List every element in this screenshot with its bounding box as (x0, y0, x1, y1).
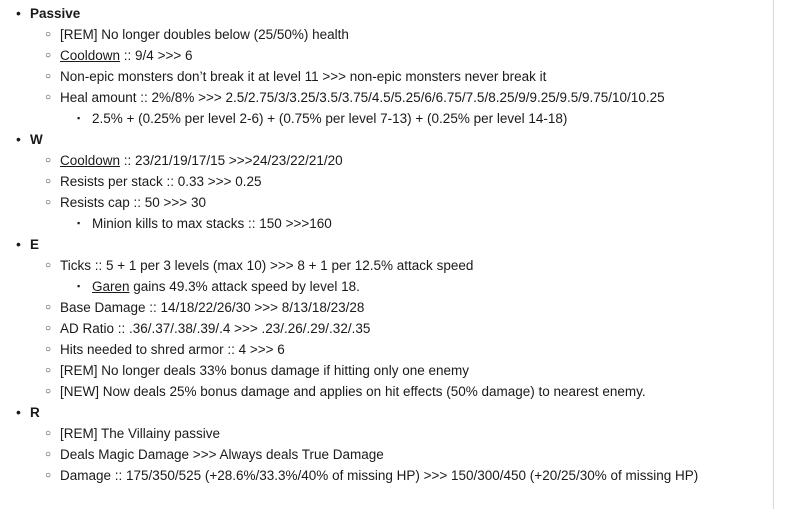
ability-section (0, 235, 797, 402)
disc-bullet-icon: • (16, 404, 21, 420)
detail-item (60, 213, 797, 234)
ability-label: E (30, 237, 40, 252)
circle-bullet-icon: ○ (45, 428, 52, 439)
change-text: Hits needed to shred armor :: 4 >>> 6 (60, 342, 285, 357)
circle-bullet-icon: ○ (45, 50, 52, 61)
circle-bullet-icon: ○ (45, 365, 52, 376)
disc-bullet-icon: • (16, 5, 21, 21)
ability-section (0, 4, 797, 129)
change-text: [NEW] Now deals 25% bonus damage and applies on hit effects (50% damage) to nearest enemy. (60, 384, 646, 399)
detail-item (60, 276, 797, 297)
change-item (30, 87, 797, 129)
change-text: AD Ratio :: .36/.37/.38/.39/.4 >>> .23/.26/.29/.32/.35 (60, 321, 371, 336)
detail-list (60, 108, 797, 129)
ability-section (0, 130, 797, 234)
detail-text: Minion kills to max stacks :: 150 >>>160 (92, 216, 332, 231)
change-text: [REM] No longer doubles below (25/50%) health (60, 27, 349, 42)
square-bullet-icon: ▪ (77, 218, 81, 228)
circle-bullet-icon: ○ (45, 302, 52, 313)
circle-bullet-icon: ○ (45, 470, 52, 481)
change-item (30, 444, 797, 465)
ability-label: W (30, 132, 43, 147)
underlined-term: Cooldown (60, 153, 121, 168)
ability-section (0, 403, 797, 486)
change-text: Ticks :: 5 + 1 per 3 levels (max 10) >>> 8 + 1 per 12.5% attack speed (60, 258, 474, 273)
circle-bullet-icon: ○ (45, 323, 52, 334)
circle-bullet-icon: ○ (45, 71, 52, 82)
square-bullet-icon: ▪ (77, 281, 81, 291)
change-text: Damage :: 175/350/525 (+28.6%/33.3%/40% of missing HP) >>> 150/300/450 (+20/25/30% of missing HP) (60, 468, 699, 483)
circle-bullet-icon: ○ (45, 197, 52, 208)
change-item (30, 423, 797, 444)
underlined-term: Cooldown (60, 48, 121, 63)
detail-text: Garen gains 49.3% attack speed by level 18. (92, 279, 360, 294)
square-bullet-icon: ▪ (77, 113, 81, 123)
ability-label: R (30, 405, 40, 420)
change-item (30, 339, 797, 360)
disc-bullet-icon: • (16, 236, 21, 252)
change-item (30, 297, 797, 318)
change-item (30, 318, 797, 339)
change-text: Resists per stack :: 0.33 >>> 0.25 (60, 174, 262, 189)
change-item (30, 192, 797, 234)
circle-bullet-icon: ○ (45, 449, 52, 460)
change-item (30, 66, 797, 87)
change-text: Resists cap :: 50 >>> 30 (60, 195, 206, 210)
change-item (30, 45, 797, 66)
circle-bullet-icon: ○ (45, 260, 52, 271)
ability-label: Passive (30, 6, 81, 21)
change-text: Heal amount :: 2%/8% >>> 2.5/2.75/3/3.25/3.5/3.75/4.5/5.25/6/6.75/7.5/8.25/9/9.25/9.5/9.75/10/10.25 (60, 90, 665, 105)
change-item (30, 360, 797, 381)
right-rule-divider (773, 0, 774, 509)
change-list (30, 255, 797, 402)
change-text: Non-epic monsters don’t break it at level 11 >>> non-epic monsters never break it (60, 69, 547, 84)
circle-bullet-icon: ○ (45, 29, 52, 40)
change-text: Cooldown :: 23/21/19/17/15 >>>24/23/22/21/20 (60, 153, 343, 168)
change-item (30, 24, 797, 45)
change-item (30, 150, 797, 171)
underlined-term: Garen (92, 279, 130, 294)
change-item (30, 465, 797, 486)
patch-notes-list (0, 4, 797, 486)
detail-item (60, 108, 797, 129)
change-item (30, 255, 797, 297)
circle-bullet-icon: ○ (45, 176, 52, 187)
disc-bullet-icon: • (16, 131, 21, 147)
detail-list (60, 213, 797, 234)
change-item (30, 171, 797, 192)
change-text: [REM] The Villainy passive (60, 426, 221, 441)
change-list (30, 423, 797, 486)
change-list (30, 24, 797, 129)
change-text: [REM] No longer deals 33% bonus damage if hitting only one enemy (60, 363, 469, 378)
change-list (30, 150, 797, 234)
detail-text: 2.5% + (0.25% per level 2-6) + (0.75% per level 7-13) + (0.25% per level 14-18) (92, 111, 568, 126)
change-item (30, 381, 797, 402)
circle-bullet-icon: ○ (45, 344, 52, 355)
circle-bullet-icon: ○ (45, 92, 52, 103)
change-text: Base Damage :: 14/18/22/26/30 >>> 8/13/18/23/28 (60, 300, 365, 315)
change-text: Deals Magic Damage >>> Always deals True Damage (60, 447, 384, 462)
change-text: Cooldown :: 9/4 >>> 6 (60, 48, 193, 63)
circle-bullet-icon: ○ (45, 155, 52, 166)
detail-list (60, 276, 797, 297)
circle-bullet-icon: ○ (45, 386, 52, 397)
